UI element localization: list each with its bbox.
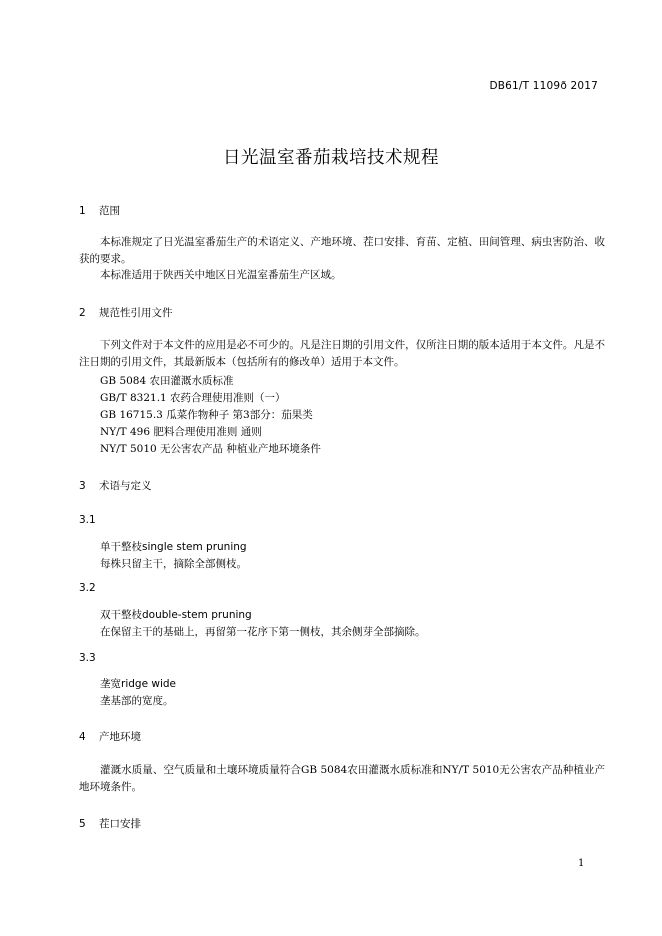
section-number: 4 [79,731,86,743]
section-title: 规范性引用文件 [99,307,173,319]
page-number: 1 [578,858,585,869]
term-definition: 在保留主干的基础上，再留第一花序下第一侧枝，其余侧芽全部摘除。 [100,626,426,638]
section-heading-2 [79,305,173,320]
paragraph: 下列文件对于本文件的应用是必不可少的。凡是注日期的引用文件，仅所注日期的版本适用于本文件。凡是不注日期的引用文件，其最新版本（包括所有的修改单）适用于本文件。 [79,339,605,368]
section-number: 3 [79,480,86,492]
term-number: 3.2 [79,582,96,594]
term-number: 3.1 [79,514,96,526]
document-title: 日光温室番茄栽培技术规程 [223,148,439,168]
paragraph: 灌溉水质量、空气质量和土壤环境质量符合GB 5084农田灌溉水质标准和NY/T 5010无公害农产品种植业产地环境条件。 [79,764,605,793]
section-heading-3 [79,478,152,493]
reference-item: NY/T 5010 无公害农产品 种植业产地环境条件 [100,443,321,455]
section-title: 产地环境 [99,731,141,743]
section-number: 2 [79,307,86,319]
section-number: 5 [79,818,86,830]
section-number: 1 [79,205,86,217]
term-number: 3.3 [79,652,96,664]
reference-item: NY/T 496 肥料合理使用准则 通则 [100,426,262,438]
standard-code: DB61/T 1109ð 2017 [489,80,598,92]
reference-item: GB 16715.3 瓜菜作物种子 第3部分：茄果类 [100,409,313,421]
term-name: 双干整枝double-stem pruning [100,609,252,621]
section-title: 术语与定义 [99,480,152,492]
section-title: 茬口安排 [99,818,141,830]
term-name: 垄宽ridge wide [100,678,176,690]
paragraph: 本标准规定了日光温室番茄生产的术语定义、产地环境、茬口安排、育苗、定植、田间管理、病虫害防治、收获的要求。 [79,236,605,265]
section-title: 范围 [99,205,120,217]
reference-item: GB 5084 农田灌溉水质标准 [100,375,234,387]
paragraph: 本标准适用于陕西关中地区日光温室番茄生产区域。 [100,269,342,281]
section-heading-4 [79,729,141,744]
term-definition: 垄基部的宽度。 [100,695,174,707]
section-heading-5 [79,816,141,831]
term-definition: 每株只留主干，摘除全部侧枝。 [100,558,247,570]
reference-item: GB/T 8321.1 农药合理使用准则（一） [100,392,286,404]
term-name: 单干整枝single stem pruning [100,541,247,553]
section-heading-1 [79,203,120,218]
